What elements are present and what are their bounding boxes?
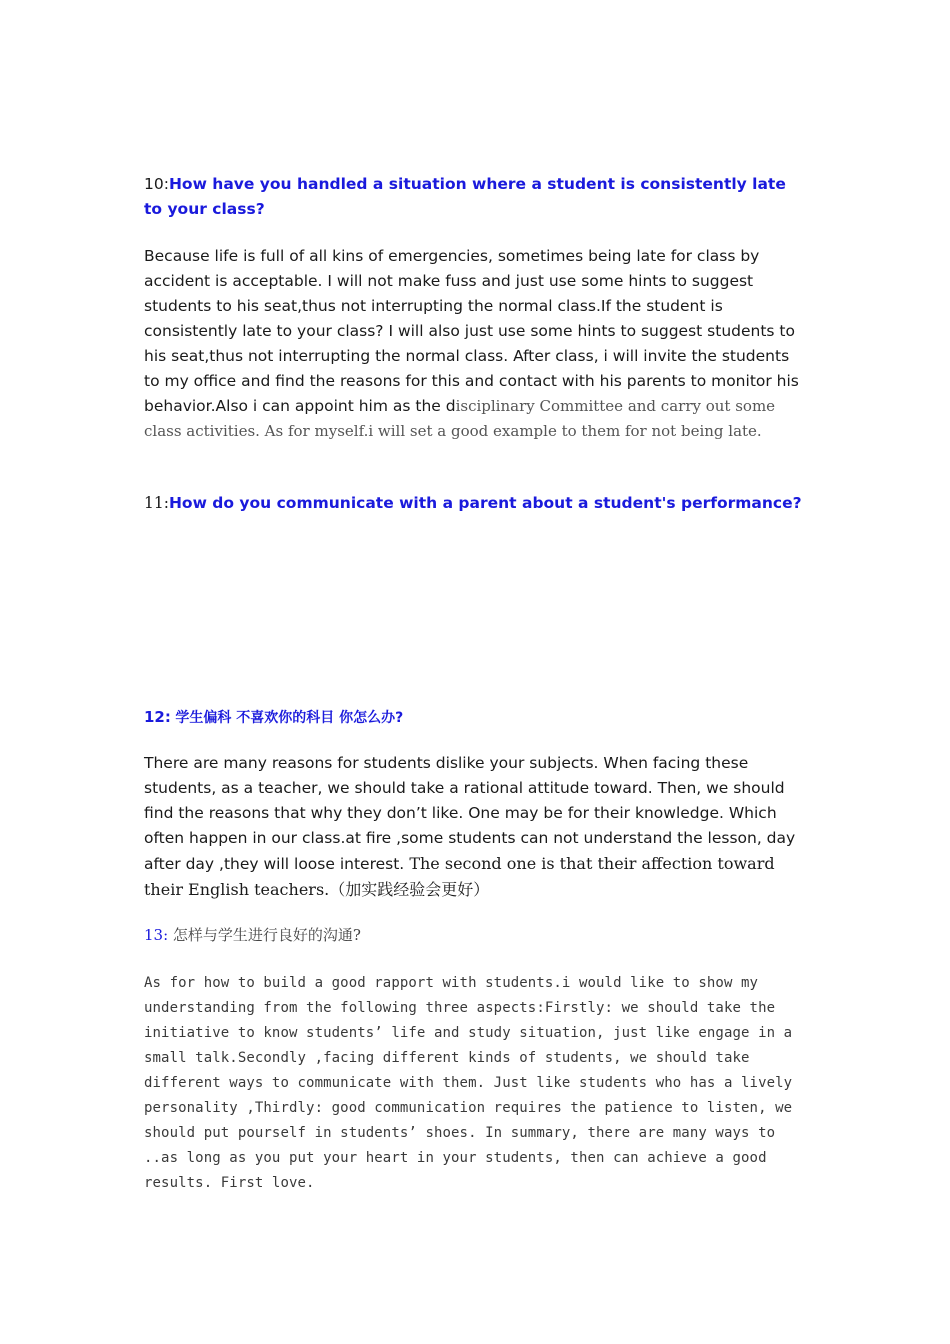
q11-heading xyxy=(144,491,809,516)
q10-question: How have you handled a situation where a student is consistently late to your class? xyxy=(144,175,786,218)
q13-question: 怎样与学生进行良好的沟通? xyxy=(172,926,361,944)
q11-question: How do you communicate with a parent about a student's performance? xyxy=(168,494,802,512)
q13-number: 13: xyxy=(144,926,169,944)
q13-heading xyxy=(144,923,809,948)
q13-answer: As for how to build a good rapport with students.i would like to show my understanding from the following three aspects:Firstly: we should take the initiative to know students’ life and study situation, just like engage in a small talk.Secondly ,facing different kinds of students, we should take different ways to communicate with them. Just like students who has a lively personality ,Thirdly: good communication requires the patience to listen, we should put pourself in students’ shoes. In summary, there are many ways to ..as long as you put your heart in your students, then can achieve a good results. First love. xyxy=(144,975,793,1191)
q12-answer-serif: The second one is that their affection toward their English teachers.（加实践经验会更好） xyxy=(144,854,775,899)
q10-answer xyxy=(144,244,809,444)
q10-number: 10: xyxy=(144,175,169,193)
q10-answer-sans: Because life is full of all kins of emergencies, sometimes being late for class by accident is acceptable. I will not make fuss and just use some hints to suggest students to his seat,thus not interrupting the normal class.If the student is consistently late to your class? I will also just use some hints to suggest students to his seat,thus not interrupting the normal class. After class, i will invite the students to my office and find the reasons for this and contact with his parents to monitor his behavior.Also i can appoint him as the d xyxy=(144,247,799,415)
q12-answer-sans: There are many reasons for students dislike your subjects. When facing these students, as a teacher, we should take a rational attitude toward. Then, we should find the reasons that why they don’t like. One may be for their knowledge. Which often happen in our class.at fire ,some students can not understand the lesson, day after day ,they will loose interest. xyxy=(144,754,796,873)
q12-heading xyxy=(144,705,809,730)
q10-heading xyxy=(144,172,809,222)
q11-number: 11: xyxy=(144,494,169,512)
q12-answer xyxy=(144,751,809,903)
q10-answer-serif: isciplinary Committee and carry out some class activities. As for myself.i will set a good example to them for not being late. xyxy=(144,397,776,440)
q12-question: 学生偏科 不喜欢你的科目 你怎么办? xyxy=(175,710,404,726)
q12-number: 12: xyxy=(144,708,171,726)
